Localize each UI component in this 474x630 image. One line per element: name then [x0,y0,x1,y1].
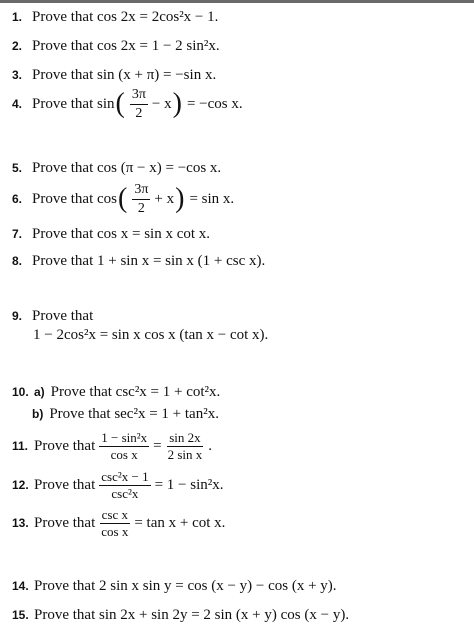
left-paren: ( [117,183,128,214]
problem-number: 5. [12,161,23,175]
problem-text: Prove that cos x = sin x cot x. [32,226,211,242]
problem-suffix: . [208,438,213,454]
fraction-denominator: cos x [110,446,138,462]
problem-number: 1. [12,10,23,24]
problem-text-b: Prove that sec²x = 1 + tan²x. [49,406,219,422]
problem-text: Prove that cos 2x = 1 − 2 sin²x. [32,38,220,54]
problem-number: 15. [12,608,29,622]
fraction [130,87,148,122]
problem-10b [32,405,219,423]
problem-15 [12,606,349,624]
fraction-right [166,431,205,462]
problem-number: 3. [12,68,23,82]
right-paren: ) [172,88,182,119]
problem-number: 14. [12,579,29,593]
part-label-b: b) [32,407,44,421]
problem-number: 8. [12,254,23,268]
problem-4 [12,85,243,123]
problem-number: 6. [12,192,23,206]
fraction [132,182,150,217]
fraction-denominator: cos x [101,523,129,539]
fraction-denominator: 2 [137,200,145,216]
fraction-denominator: csc²x [111,485,139,501]
fraction-numerator: 3π [130,87,148,105]
problem-prefix: Prove that [34,515,96,531]
fraction-numerator: 1 − sin²x [101,429,148,445]
problem-number: 12. [12,478,29,492]
fraction-numerator: csc²x − 1 [101,468,149,484]
fraction-numerator: sin 2x [169,429,201,445]
problem-text: Prove that [32,308,94,324]
problem-number: 4. [12,97,23,111]
problem-term: + x [154,191,175,207]
problem-term: − x [151,96,172,112]
problem-suffix: = −cos x. [186,96,243,112]
fraction [99,470,150,501]
problem-8 [12,252,265,270]
problem-number: 11. [12,439,29,453]
problem-5 [12,159,221,177]
problem-3 [12,66,216,84]
problem-text: Prove that sin (x + π) = −sin x. [32,67,217,83]
problem-prefix: Prove that [34,438,96,454]
problem-text: Prove that cos (π − x) = −cos x. [32,160,222,176]
fraction-denominator: 2 sin x [167,446,203,462]
problem-6 [12,180,234,218]
problem-prefix: Prove that cos [32,191,117,207]
problem-text-a: Prove that csc²x = 1 + cot²x. [50,384,221,400]
problem-7 [12,225,210,243]
fraction-denominator: 2 [135,105,143,121]
problem-11 [12,428,212,464]
problem-text: Prove that cos 2x = 2cos²x − 1. [32,9,219,25]
equals-sign: = [153,438,162,454]
fraction-left [99,431,149,462]
problem-9 [12,307,93,325]
problem-prefix: Prove that sin [32,96,115,112]
problem-suffix: = tan x + cot x. [134,515,226,531]
problem-14 [12,577,337,595]
problem-number: 7. [12,227,23,241]
fraction-numerator: 3π [132,182,150,200]
problem-number: 10. [12,385,29,399]
problem-suffix: = 1 − sin²x. [154,477,224,493]
problem-10a [12,383,220,401]
problem-9-line-2 [33,326,268,344]
problem-1 [12,8,218,26]
problem-13 [12,505,225,541]
left-paren: ( [115,88,125,119]
fraction-numerator: csc x [101,506,128,522]
problem-text: Prove that sin 2x + sin 2y = 2 sin (x + y) cos (x − y). [34,607,350,623]
right-paren: ) [175,183,185,214]
problem-text: Prove that 1 + sin x = sin x (1 + csc x). [32,253,266,269]
problem-number: 2. [12,39,23,53]
top-divider [0,0,474,3]
fraction [99,508,130,539]
problem-2 [12,37,220,55]
problem-number: 9. [12,309,23,323]
problem-number: 13. [12,516,29,530]
problem-prefix: Prove that [34,477,96,493]
problem-text-line-2: 1 − 2cos²x = sin x cos x (tan x − cot x). [33,327,269,343]
problem-suffix: = sin x. [189,191,235,207]
part-label-a: a) [34,385,45,399]
problem-12 [12,467,224,503]
problem-text: Prove that 2 sin x sin y = cos (x − y) − cos (x + y). [34,578,337,594]
